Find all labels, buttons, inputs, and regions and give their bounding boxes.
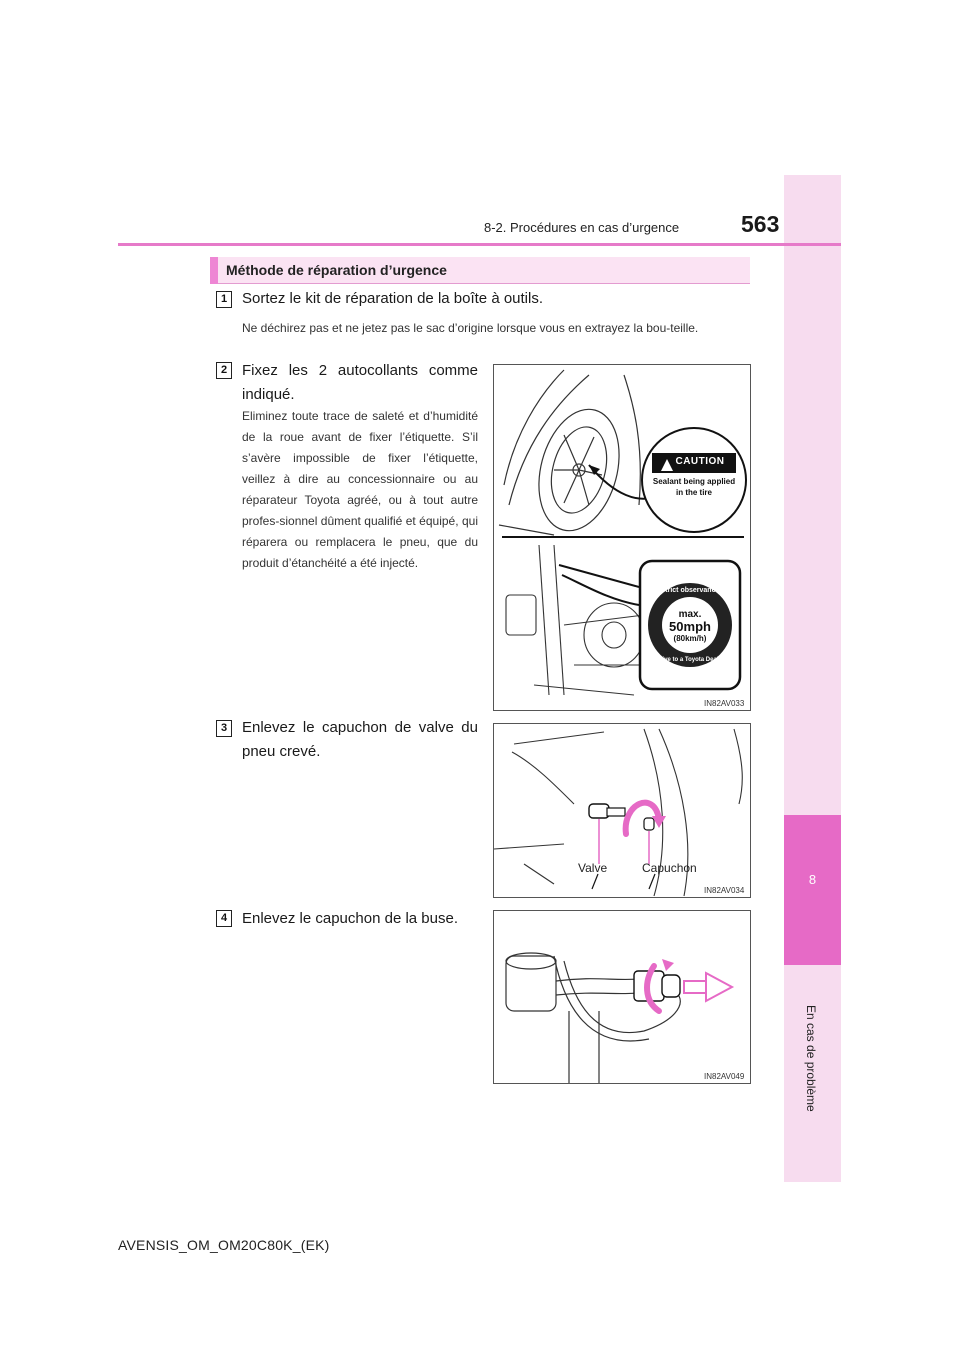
- step-3-text: Enlevez le capuchon de valve du pneu crevé.: [242, 719, 478, 760]
- step-number-2: 2: [216, 362, 232, 379]
- speed-mph: 50mph: [669, 619, 711, 634]
- method-header-accent: [210, 257, 218, 284]
- speed-max: max.: [678, 609, 702, 620]
- step-4-text: Enlevez le capuchon de la buse.: [242, 910, 458, 927]
- valve-illustration: [494, 724, 750, 897]
- step-number-1: 1: [216, 291, 232, 308]
- chapter-tab-active: [784, 815, 841, 965]
- cap-label: Capuchon: [642, 861, 697, 875]
- header-rule: [118, 243, 841, 246]
- page-number: 563: [741, 211, 780, 237]
- step-number-3: 3: [216, 720, 232, 737]
- chapter-number: 8: [808, 872, 817, 887]
- caution-title: CAUTION: [675, 456, 725, 467]
- figure-valve: [493, 723, 751, 898]
- valve-label: Valve: [578, 861, 608, 875]
- caution-line-2: in the tire: [675, 488, 712, 497]
- figure-code: IN82AV033: [704, 699, 745, 708]
- figure-stickers: [493, 364, 751, 711]
- step-number-4: 4: [216, 910, 232, 927]
- figure-nozzle: [493, 910, 751, 1084]
- chapter-tab-top: [784, 175, 841, 815]
- document-code: AVENSIS_OM_OM20C80K_(EK): [118, 1237, 330, 1253]
- step-2-note: Eliminez toute trace de saleté et d’humidité de la roue avant de fixer l’étiquette. S’il s’avère impossible de fixer l’étiquette, veillez à dire au concessionnaire ou au réparateur Toyota agréé, ou à tout autre profes-sionnel dûment qualifié et équipé, qui réparera ou remplacera le pneu, que du produit d’étanchéité a été injecté.: [242, 409, 478, 570]
- speed-kmh: (80km/h): [673, 634, 707, 643]
- step-1-text: Sortez le kit de réparation de la boîte à outils.: [242, 290, 544, 307]
- sticker-ring-bottom: Drive to a Toyota Dealer: [655, 657, 725, 663]
- step-1-note: Ne déchirez pas et ne jetez pas le sac d’origine lorsque vous en extrayez la bou-teille.: [242, 321, 699, 335]
- sticker-ring-top: Strict observance: [660, 587, 720, 594]
- figure-code: IN82AV049: [704, 1072, 745, 1081]
- section-title: 8-2. Procédures en cas d’urgence: [484, 220, 680, 235]
- caution-line-1: Sealant being applied: [652, 477, 736, 486]
- step-2-text: Fixez les 2 autocollants comme indiqué.: [242, 362, 478, 403]
- nozzle-illustration: [494, 911, 750, 1083]
- figure-code: IN82AV034: [704, 886, 745, 895]
- chapter-title: En cas de problème: [804, 1005, 818, 1112]
- method-title: Méthode de réparation d’urgence: [226, 262, 447, 278]
